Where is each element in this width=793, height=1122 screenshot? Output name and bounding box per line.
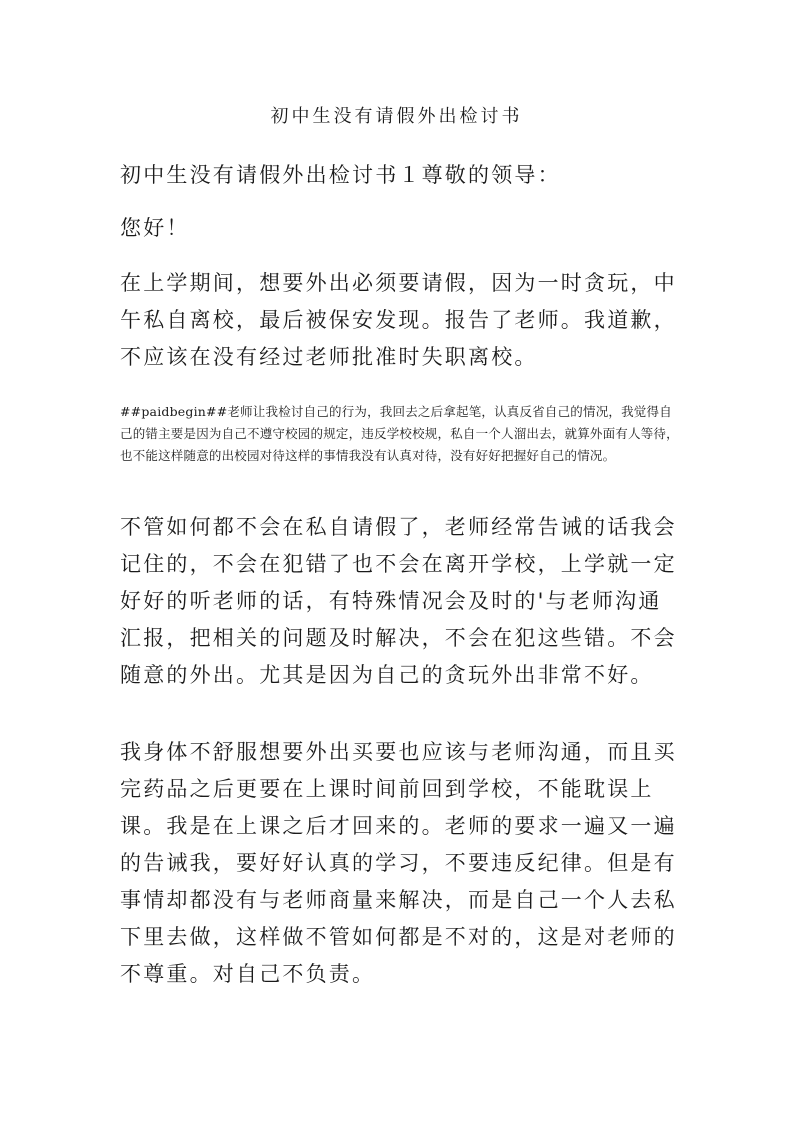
greeting-text: 您好！ <box>120 216 190 240</box>
paragraph-1: 在上学期间，想要外出必须要请假，因为一时贪玩，中午私自离校，最后被保安发现。报告了老师。我道歉，不应该在没有经过老师批准时失职离校。 <box>120 271 677 369</box>
paragraph-2-small: ##paidbegin##老师让我检讨自己的行为，我回去之后拿起笔，认真反省自己的情况，我觉得自己的错主要是因为自己不遵守校园的规定，违反学校校规，私自一个人溜出去，就算外面有人等待，也不能这样随意的出校园对待这样的事情我没有认真对待，没有好好把握好自己的情况。 <box>120 404 679 463</box>
paragraph-4: 我身体不舒服想要外出买要也应该与老师沟通，而且买完药品之后更要在上课时间前回到学校，不能耽误上课。我是在上课之后才回来的。老师的要求一遍又一遍的告诫我，要好好认真的学习，不要违反纪律。但是有事情却都没有与老师商量来解决，而是自己一个人去私下里去做，这样做不管如何都是不对的，这是对老师的不尊重。对自己不负责。 <box>120 740 677 986</box>
document-heading-line: 初中生没有请假外出检讨书１尊敬的领导： <box>120 163 561 187</box>
paragraph-3: 不管如何都不会在私自请假了，老师经常告诫的话我会记住的，不会在犯错了也不会在离开学校，上学就一定好好的听老师的话，有特殊情况会及时的'与老师沟通汇报，把相关的问题及时解决，不会在犯这些错。不会随意的外出。尤其是因为自己的贪玩外出非常不好。 <box>120 515 677 687</box>
document-title: 初中生没有请假外出检讨书 <box>270 106 523 127</box>
